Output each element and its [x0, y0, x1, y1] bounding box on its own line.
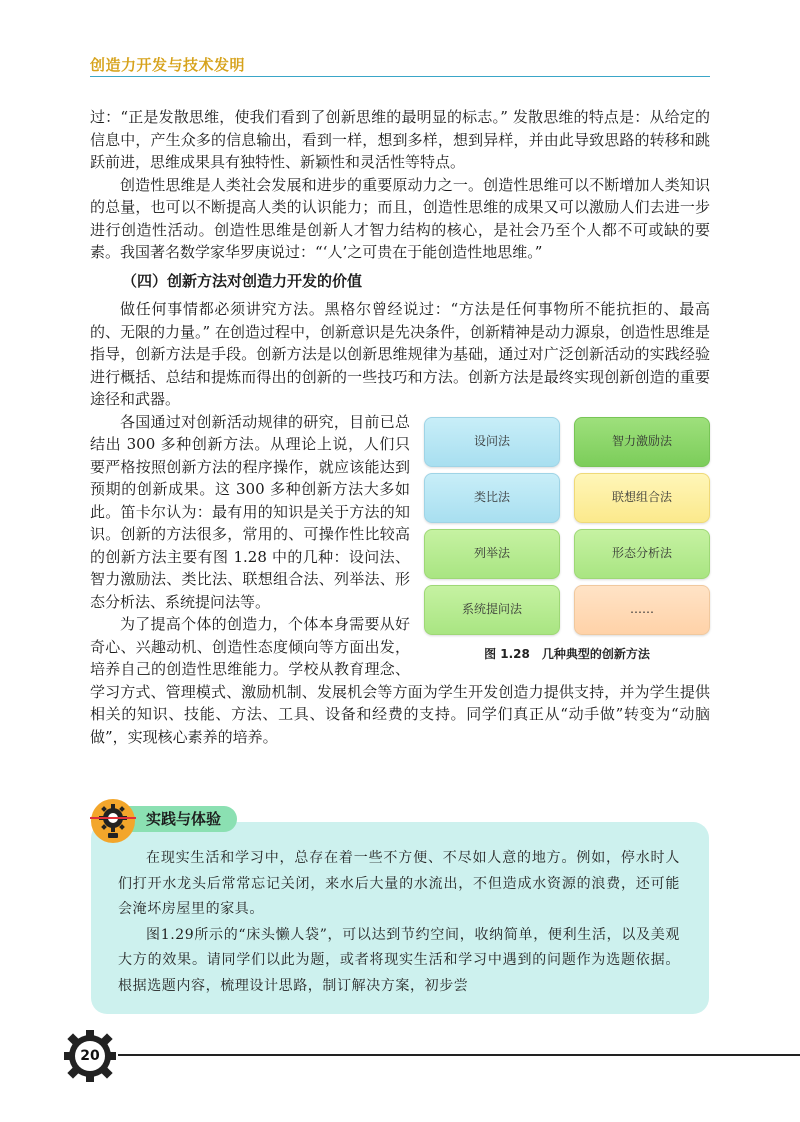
paragraph-5: 为了提高个体的创造力，个体本身需要从好奇心、兴趣动机、创造性态度倾向等方面出发，培养自己的创造性思维能力。学校从教育理念、学习方式、管理模式、激励机制、发展机会等方面为学生开发创造力提供支持，并为学生提供相关的知识、技能、方法、工具、设备和经费的支持。同学们真正从“动手做”转变为“动脑做”，实现核心素养的培养。 [90, 615, 710, 746]
figure-text-wrap [90, 411, 710, 749]
method-cell: 设问法 [424, 417, 560, 467]
main-text [90, 106, 710, 748]
method-cell: 类比法 [424, 473, 560, 523]
section-heading: （四）创新方法对创造力开发的价值 [122, 271, 363, 290]
method-grid [424, 417, 710, 635]
paragraph-2: 创造性思维是人类社会发展和进步的重要原动力之一。创造性思维可以不断增加人类知识的总量，也可以不断提高人类的认识能力；而且，创造性思维的成果又可以激励人们去进一步进行创造性活动。创造性思维是创新人才智力结构的核心，是社会乃至个人都不可或缺的要素。我国著名数学家华罗庚说过：“‘人’之可贵在于能创造性地思维。” [90, 175, 710, 261]
lightbulb-gear-icon [88, 796, 138, 846]
paragraph-4: 各国通过对创新活动规律的研究，目前已总结出 300 多种创新方法。从理论上说，人们只要严格按照创新方法的程序操作，就应该能达到预期的创新成果。这 300 多种创新方法大多如此。笛卡尔认为：最有用的知识是关于方法的知识。创新的方法很多，常用的、可操作性比较高的创新方法主要有图 1.28 中的几种：设问法、智力激励法、类比法、联想组合法、列举法、形态分析法、系统提问法等。 [90, 412, 410, 611]
practice-text [118, 846, 680, 999]
practice-label: 实践与体验 [128, 806, 237, 832]
paragraph-3: 做任何事情都必须讲究方法。黑格尔曾经说过：“方法是任何事物所不能抗拒的、最高的、无限的力量。” 在创造过程中，创新意识是先决条件，创新精神是动力源泉，创造性思维是指导，创新方法是手段。创新方法是以创新思维规律为基础，通过对广泛创新活动的实践经验进行概括、总结和提炼而得出的创新的一些技巧和方法。创新方法是最终实现创新创造的重要途径和武器。 [90, 300, 710, 408]
figure-caption: 图 1.28 几种典型的创新方法 [484, 646, 650, 661]
method-cell: 智力激励法 [574, 417, 710, 467]
paragraph-1: 过：“正是发散思维，使我们看到了创新思维的最明显的标志。” 发散思维的特点是：从给定的信息中，产生众多的信息输出，看到一样，想到多样，想到异样，并由此导致思路的转移和跳跃前进，思维成果具有独特性、新颖性和灵活性等特点。 [90, 108, 710, 171]
practice-paragraph-1: 在现实生活和学习中，总存在着一些不方便、不尽如人意的地方。例如，停水时人们打开水龙头后常常忘记关闭，来水后大量的水流出，不但造成水资源的浪费，还可能会淹坏房屋里的家具。 [118, 850, 680, 917]
method-cell: 列举法 [424, 529, 560, 579]
practice-paragraph-2: 图1.29所示的“床头懒人袋”，可以达到节约空间，收纳简单，便利生活，以及美观大方的效果。请同学们以此为题，或者将现实生活和学习中遇到的问题作为选题依据。根据选题内容，梳理设计思路，制订解决方案，初步尝 [118, 926, 680, 994]
page-number: 20 [80, 1048, 100, 1064]
method-cell: …… [574, 585, 710, 635]
method-cell: 形态分析法 [574, 529, 710, 579]
figure-1-28 [424, 417, 710, 666]
running-header: 创造力开发与技术发明 [90, 56, 246, 74]
footer-rule [118, 1054, 800, 1056]
method-cell: 联想组合法 [574, 473, 710, 523]
method-cell: 系统提问法 [424, 585, 560, 635]
header-rule [90, 76, 710, 77]
